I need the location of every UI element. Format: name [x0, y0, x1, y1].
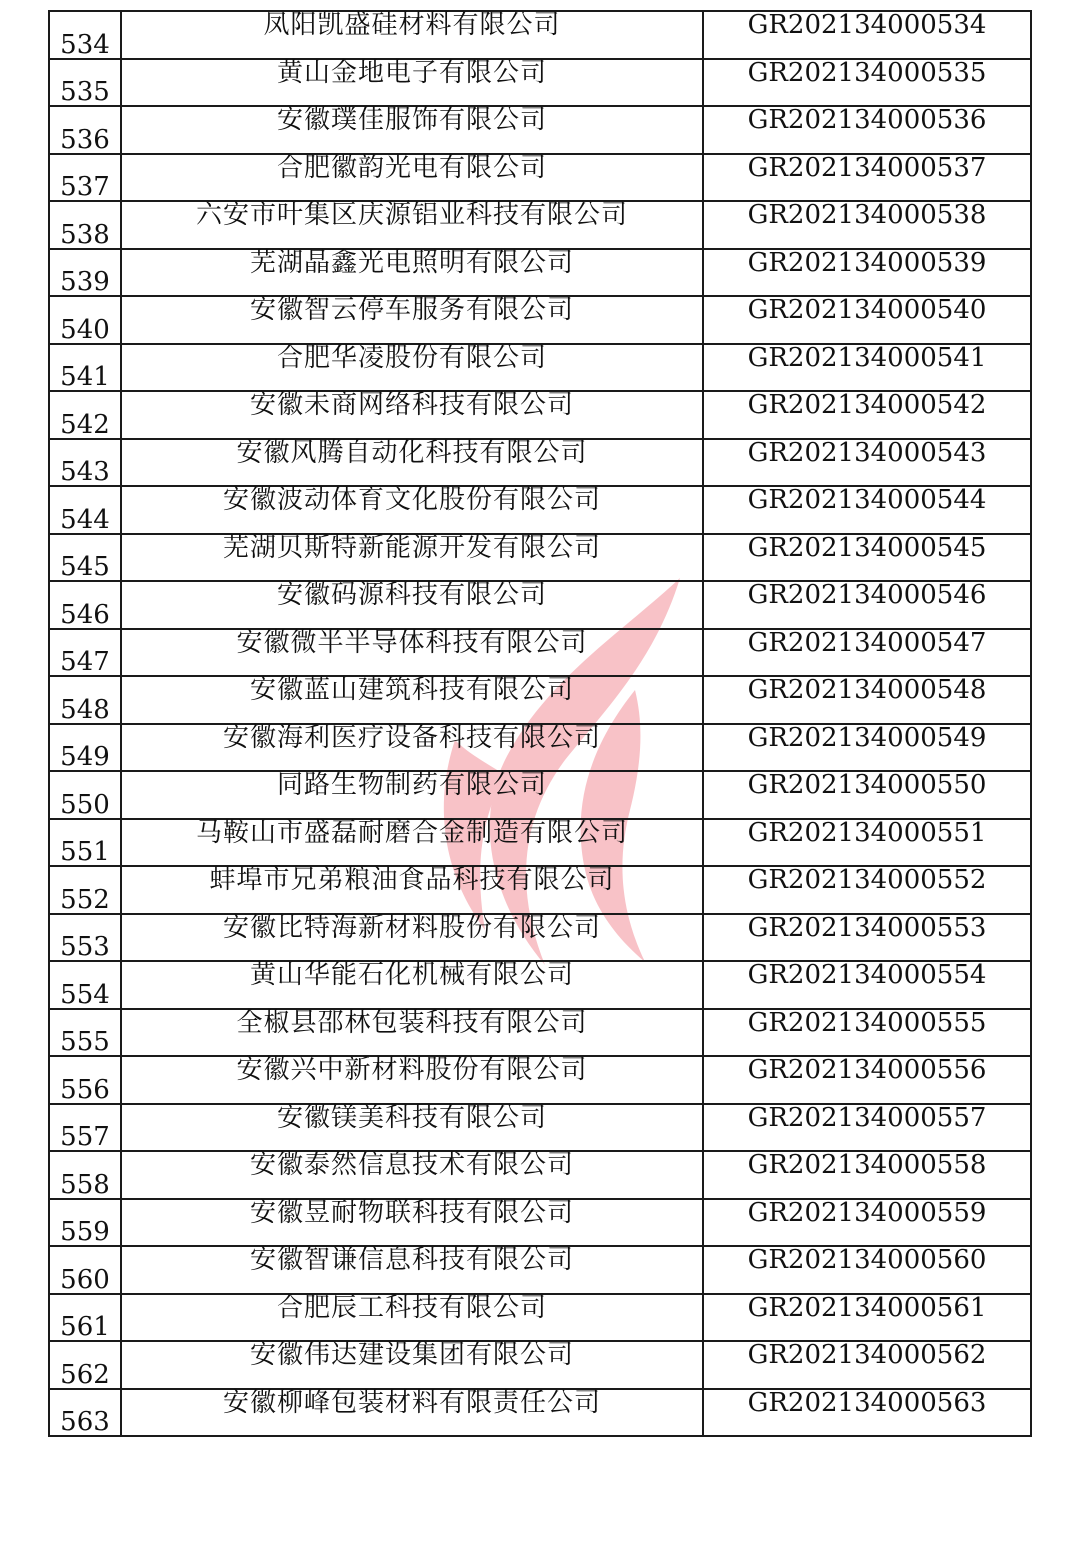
company-name-cell: 安徽智云停车服务有限公司: [121, 296, 703, 344]
certificate-code-cell: GR202134000550: [703, 771, 1031, 819]
certificate-code-cell: GR202134000552: [703, 866, 1031, 914]
table-row: [49, 1151, 1031, 1199]
row-number-cell: 534: [49, 11, 121, 59]
certificate-code-cell: GR202134000559: [703, 1199, 1031, 1247]
company-name-cell: 芜湖晶鑫光电照明有限公司: [121, 249, 703, 297]
row-number-cell: 557: [49, 1104, 121, 1152]
row-number-cell: 544: [49, 486, 121, 534]
table-row: [49, 1246, 1031, 1294]
table-body: [49, 11, 1031, 1436]
company-name-cell: 六安市叶集区庆源铝业科技有限公司: [121, 201, 703, 249]
table-row: [49, 391, 1031, 439]
row-number-cell: 559: [49, 1199, 121, 1247]
company-name-cell: 马鞍山市盛磊耐磨合金制造有限公司: [121, 819, 703, 867]
certificate-code-cell: GR202134000541: [703, 344, 1031, 392]
table-row: [49, 296, 1031, 344]
company-name-cell: 安徽泰然信息技术有限公司: [121, 1151, 703, 1199]
table-row: [49, 249, 1031, 297]
certificate-code-cell: GR202134000543: [703, 439, 1031, 487]
company-name-cell: 蚌埠市兄弟粮油食品科技有限公司: [121, 866, 703, 914]
row-number-cell: 561: [49, 1294, 121, 1342]
row-number-cell: 563: [49, 1389, 121, 1437]
certificate-code-cell: GR202134000558: [703, 1151, 1031, 1199]
table-row: [49, 1104, 1031, 1152]
table-row: [49, 534, 1031, 582]
certificate-code-cell: GR202134000562: [703, 1341, 1031, 1389]
company-name-cell: 全椒县邵林包装科技有限公司: [121, 1009, 703, 1057]
certificate-code-cell: GR202134000547: [703, 629, 1031, 677]
table-row: [49, 676, 1031, 724]
company-name-cell: 安徽风腾自动化科技有限公司: [121, 439, 703, 487]
table-row: [49, 344, 1031, 392]
certificate-code-cell: GR202134000560: [703, 1246, 1031, 1294]
company-name-cell: 安徽海利医疗设备科技有限公司: [121, 724, 703, 772]
row-number-cell: 554: [49, 961, 121, 1009]
certificate-code-cell: GR202134000563: [703, 1389, 1031, 1437]
table-row: [49, 59, 1031, 107]
certificate-code-cell: GR202134000544: [703, 486, 1031, 534]
row-number-cell: 555: [49, 1009, 121, 1057]
row-number-cell: 549: [49, 724, 121, 772]
table-row: [49, 914, 1031, 962]
certificate-code-cell: GR202134000538: [703, 201, 1031, 249]
company-name-cell: 安徽蓝山建筑科技有限公司: [121, 676, 703, 724]
certificate-code-cell: GR202134000554: [703, 961, 1031, 1009]
row-number-cell: 543: [49, 439, 121, 487]
certificate-code-cell: GR202134000535: [703, 59, 1031, 107]
row-number-cell: 536: [49, 106, 121, 154]
table-row: [49, 1199, 1031, 1247]
company-name-cell: 安徽镁美科技有限公司: [121, 1104, 703, 1152]
certificate-code-cell: GR202134000536: [703, 106, 1031, 154]
company-name-cell: 安徽兴中新材料股份有限公司: [121, 1056, 703, 1104]
certificate-code-cell: GR202134000555: [703, 1009, 1031, 1057]
row-number-cell: 553: [49, 914, 121, 962]
company-name-cell: 安徽璞佳服饰有限公司: [121, 106, 703, 154]
certificate-code-cell: GR202134000551: [703, 819, 1031, 867]
certificate-code-cell: GR202134000545: [703, 534, 1031, 582]
company-name-cell: 凤阳凯盛硅材料有限公司: [121, 11, 703, 59]
table-row: [49, 201, 1031, 249]
row-number-cell: 540: [49, 296, 121, 344]
row-number-cell: 552: [49, 866, 121, 914]
table-row: [49, 819, 1031, 867]
row-number-cell: 539: [49, 249, 121, 297]
table-row: [49, 1009, 1031, 1057]
enterprise-certificate-table: [48, 10, 1032, 1437]
table-row: [49, 771, 1031, 819]
company-name-cell: 黄山金地电子有限公司: [121, 59, 703, 107]
company-name-cell: 安徽比特海新材料股份有限公司: [121, 914, 703, 962]
company-name-cell: 芜湖贝斯特新能源开发有限公司: [121, 534, 703, 582]
table-row: [49, 961, 1031, 1009]
company-name-cell: 安徽智谦信息科技有限公司: [121, 1246, 703, 1294]
row-number-cell: 546: [49, 581, 121, 629]
row-number-cell: 551: [49, 819, 121, 867]
company-name-cell: 合肥徽韵光电有限公司: [121, 154, 703, 202]
company-name-cell: 安徽昱耐物联科技有限公司: [121, 1199, 703, 1247]
company-name-cell: 安徽未商网络科技有限公司: [121, 391, 703, 439]
row-number-cell: 538: [49, 201, 121, 249]
row-number-cell: 548: [49, 676, 121, 724]
certificate-code-cell: GR202134000537: [703, 154, 1031, 202]
company-name-cell: 安徽柳峰包装材料有限责任公司: [121, 1389, 703, 1437]
certificate-code-cell: GR202134000549: [703, 724, 1031, 772]
company-name-cell: 安徽波动体育文化股份有限公司: [121, 486, 703, 534]
table-row: [49, 629, 1031, 677]
row-number-cell: 547: [49, 629, 121, 677]
row-number-cell: 545: [49, 534, 121, 582]
certificate-code-cell: GR202134000561: [703, 1294, 1031, 1342]
table-row: [49, 1389, 1031, 1437]
table-row: [49, 724, 1031, 772]
row-number-cell: 542: [49, 391, 121, 439]
certificate-code-cell: GR202134000546: [703, 581, 1031, 629]
row-number-cell: 550: [49, 771, 121, 819]
table-row: [49, 866, 1031, 914]
row-number-cell: 535: [49, 59, 121, 107]
table-row: [49, 581, 1031, 629]
company-name-cell: 同路生物制药有限公司: [121, 771, 703, 819]
certificate-code-cell: GR202134000553: [703, 914, 1031, 962]
row-number-cell: 560: [49, 1246, 121, 1294]
certificate-code-cell: GR202134000557: [703, 1104, 1031, 1152]
row-number-cell: 541: [49, 344, 121, 392]
company-name-cell: 合肥辰工科技有限公司: [121, 1294, 703, 1342]
certificate-code-cell: GR202134000556: [703, 1056, 1031, 1104]
table-row: [49, 486, 1031, 534]
table-row: [49, 1056, 1031, 1104]
certificate-code-cell: GR202134000534: [703, 11, 1031, 59]
row-number-cell: 558: [49, 1151, 121, 1199]
company-name-cell: 安徽伟达建设集团有限公司: [121, 1341, 703, 1389]
table-row: [49, 1294, 1031, 1342]
table-row: [49, 11, 1031, 59]
certificate-code-cell: GR202134000548: [703, 676, 1031, 724]
table-row: [49, 1341, 1031, 1389]
company-name-cell: 合肥华凌股份有限公司: [121, 344, 703, 392]
certificate-code-cell: GR202134000540: [703, 296, 1031, 344]
row-number-cell: 537: [49, 154, 121, 202]
company-name-cell: 黄山华能石化机械有限公司: [121, 961, 703, 1009]
certificate-code-cell: GR202134000542: [703, 391, 1031, 439]
table-row: [49, 439, 1031, 487]
certificate-code-cell: GR202134000539: [703, 249, 1031, 297]
company-name-cell: 安徽微半半导体科技有限公司: [121, 629, 703, 677]
company-name-cell: 安徽码源科技有限公司: [121, 581, 703, 629]
row-number-cell: 556: [49, 1056, 121, 1104]
table-row: [49, 106, 1031, 154]
row-number-cell: 562: [49, 1341, 121, 1389]
table-row: [49, 154, 1031, 202]
